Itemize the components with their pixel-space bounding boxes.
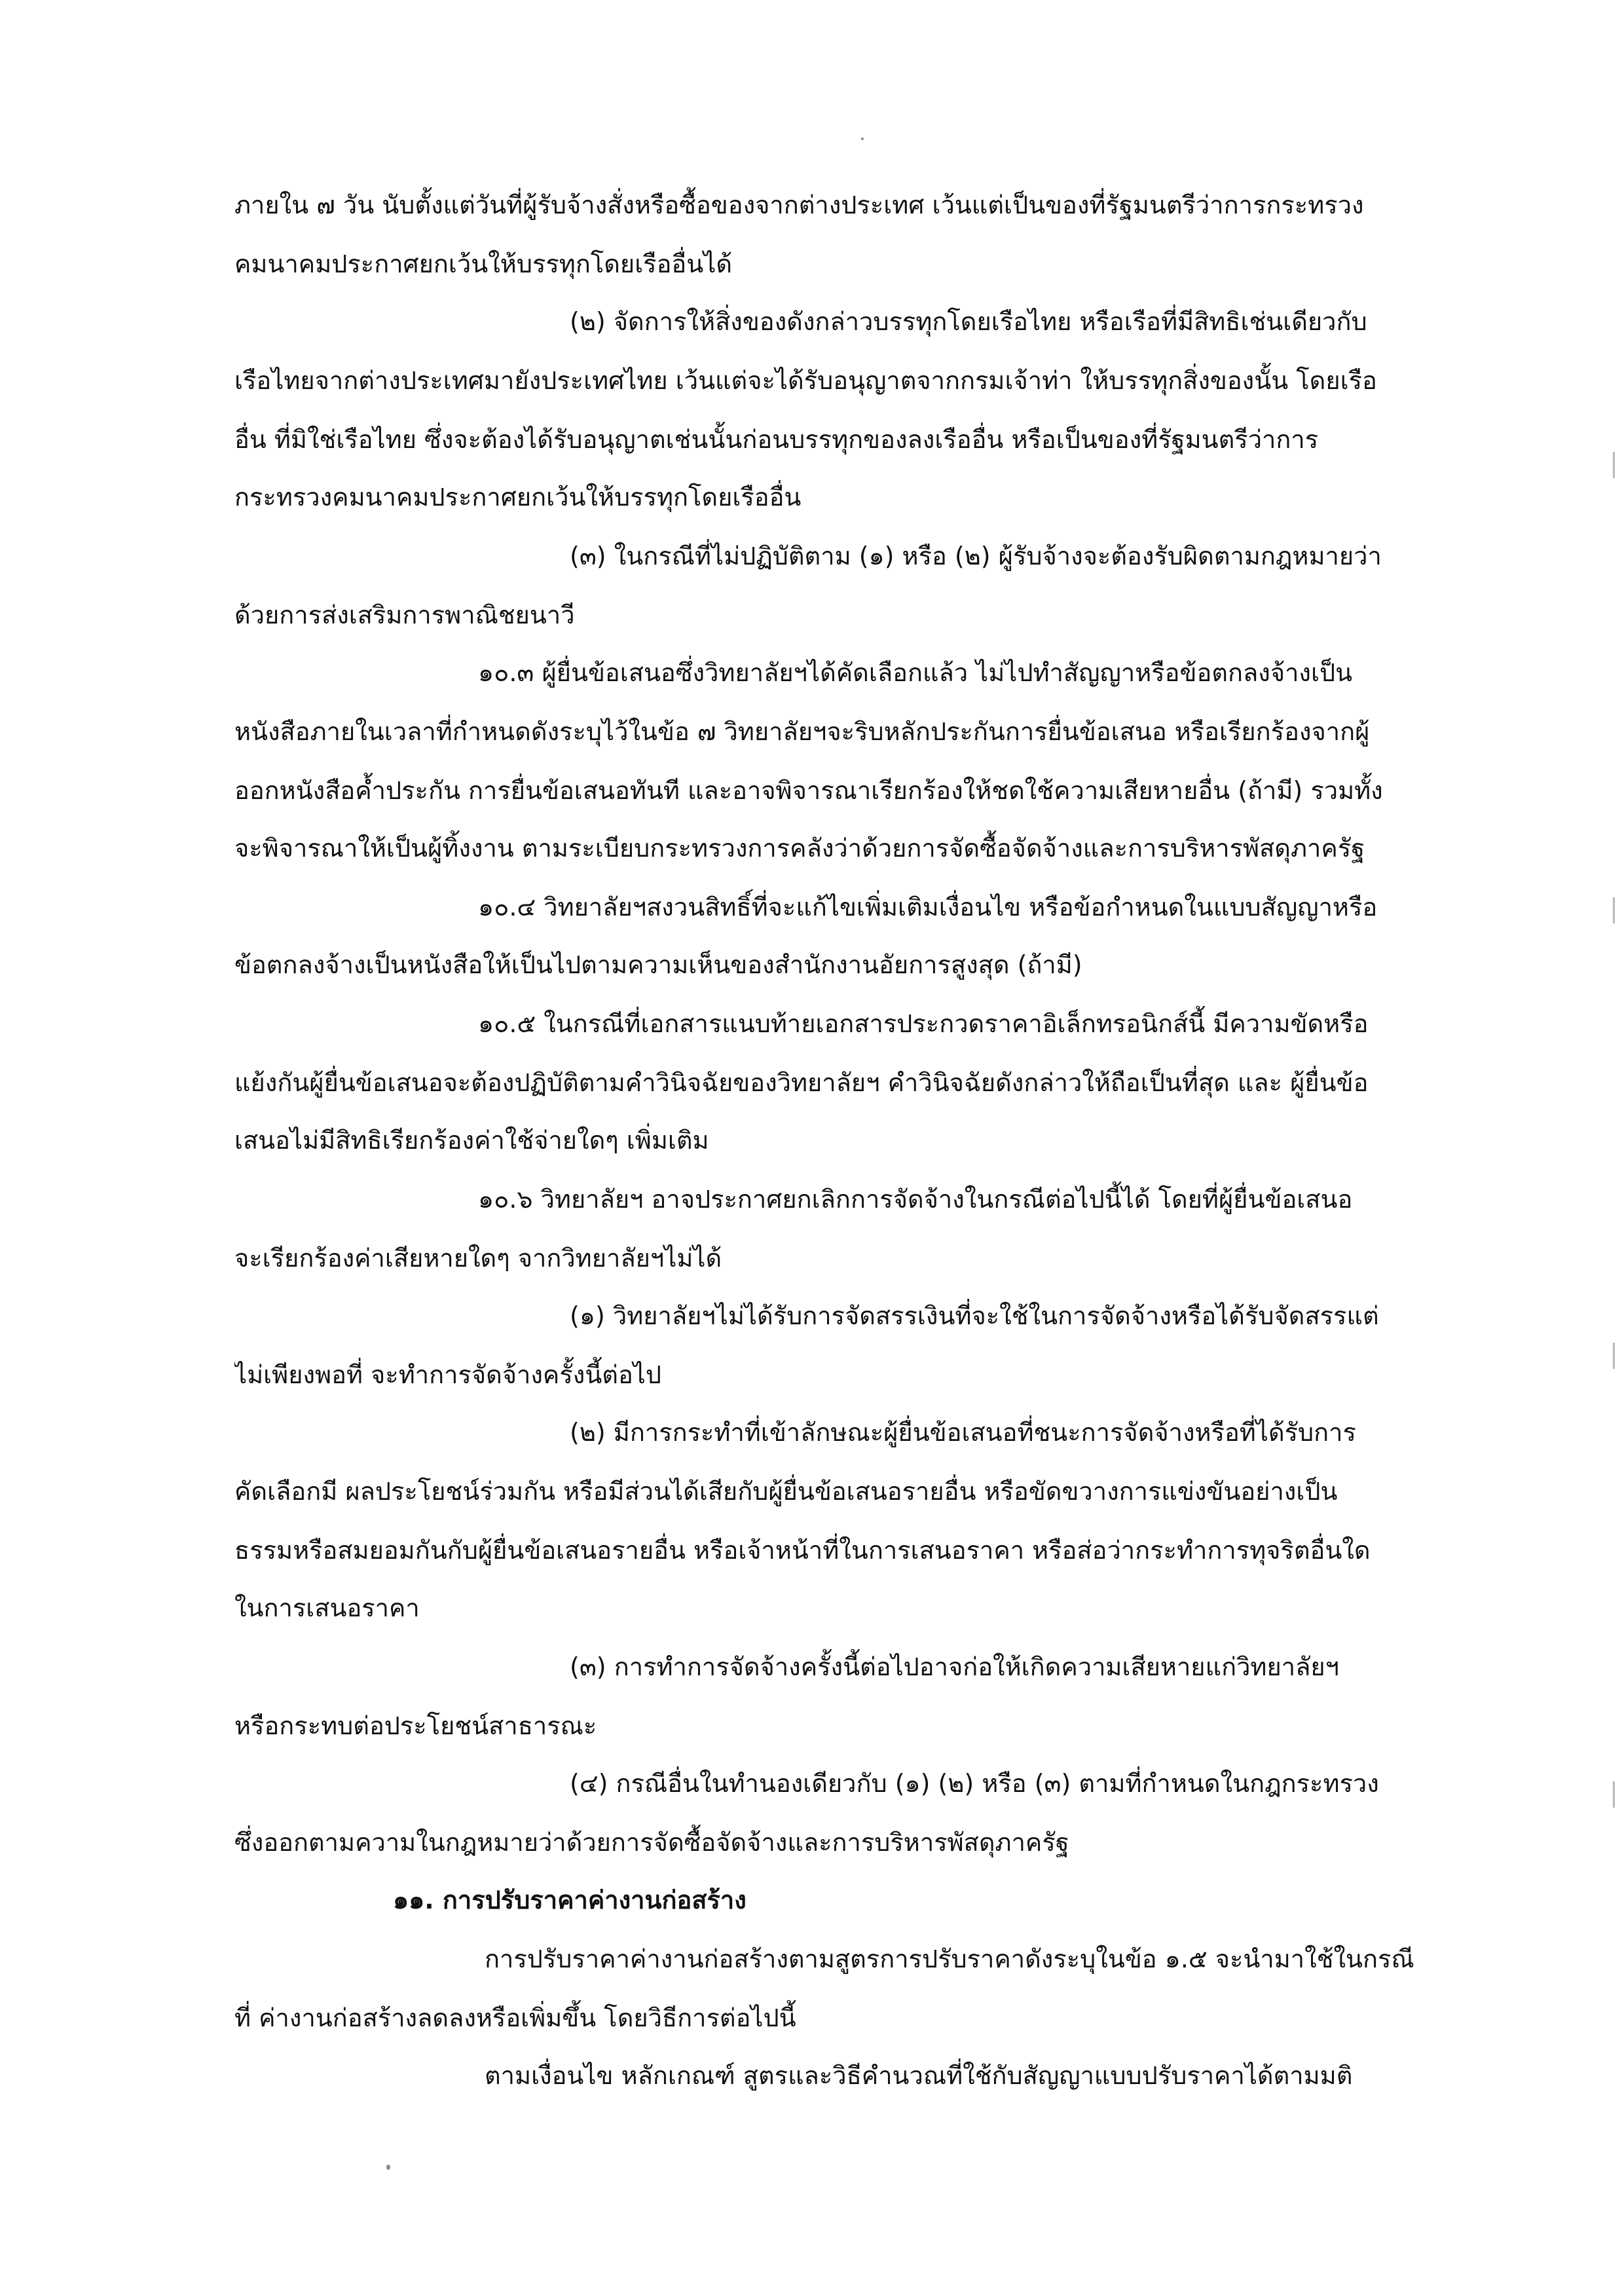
text-line: แย้งกันผู้ยื่นข้อเสนอจะต้องปฏิบัติตามคำวินิจฉัยของวิทยาลัยฯ คำวินิจฉัยดังกล่าวให้ถือเป็นที่สุด และ ผู้ยื่นข้อ xyxy=(234,1068,1369,1097)
text-line: ไม่เพียงพอที่ จะทำการจัดจ้างครั้งนี้ต่อไป xyxy=(234,1360,662,1389)
text-line: ๑๐.๓ ผู้ยื่นข้อเสนอซึ่งวิทยาลัยฯได้คัดเลือกแล้ว ไม่ไปทำสัญญาหรือข้อตกลงจ้างเป็น xyxy=(478,658,1353,687)
text-line: จะพิจารณาให้เป็นผู้ทิ้งงาน ตามระเบียบกระทรวงการคลังว่าด้วยการจัดซื้อจัดจ้างและการบริหารพัสดุภาครัฐ xyxy=(234,834,1365,863)
text-line: (๑) วิทยาลัยฯไม่ได้รับการจัดสรรเงินที่จะใช้ในการจัดจ้างหรือได้รับจัดสรรแต่ xyxy=(570,1301,1379,1330)
text-line: จะเรียกร้องค่าเสียหายใดๆ จากวิทยาลัยฯไม่ได้ xyxy=(234,1244,722,1273)
text-line: เรือไทยจากต่างประเทศมายังประเทศไทย เว้นแต่จะได้รับอนุญาตจากกรมเจ้าท่า ให้บรรทุกสิ่งของนั้น โดยเรือ xyxy=(234,366,1377,395)
text-line: ในการเสนอราคา xyxy=(234,1594,420,1622)
section-heading: ๑๑. การปรับราคาค่างานก่อสร้าง xyxy=(393,1886,747,1914)
text-line: เสนอไม่มีสิทธิเรียกร้องค่าใช้จ่ายใดๆ เพิ่มเติม xyxy=(234,1126,709,1155)
scan-edge-mark xyxy=(1613,897,1615,923)
scan-edge-mark xyxy=(1613,1343,1615,1369)
text-line: ๑๐.๕ ในกรณีที่เอกสารแนบท้ายเอกสารประกวดราคาอิเล็กทรอนิกส์นี้ มีความขัดหรือ xyxy=(478,1009,1369,1038)
text-line: (๓) ในกรณีที่ไม่ปฏิบัติตาม (๑) หรือ (๒) ผู้รับจ้างจะต้องรับผิดตามกฎหมายว่า xyxy=(570,542,1382,570)
text-line: ตามเงื่อนไข หลักเกณฑ์ สูตรและวิธีคำนวณที่ใช้กับสัญญาแบบปรับราคาได้ตามมติ xyxy=(485,2061,1353,2090)
scan-speck xyxy=(386,2165,390,2170)
text-line: ออกหนังสือค้ำประกัน การยื่นข้อเสนอทันที และอาจพิจารณาเรียกร้องให้ชดใช้ความเสียหายอื่น (ถ้ามี) รวมทั้ง xyxy=(234,776,1383,805)
text-line: คมนาคมประกาศยกเว้นให้บรรทุกโดยเรืออื่นได้ xyxy=(234,250,732,278)
text-line: (๔) กรณีอื่นในทำนองเดียวกับ (๑) (๒) หรือ (๓) ตามที่กำหนดในกฎกระทรวง xyxy=(570,1769,1379,1798)
text-line: ภายใน ๗ วัน นับตั้งแต่วันที่ผู้รับจ้างสั่งหรือซื้อของจากต่างประเทศ เว้นแต่เป็นของที่รัฐมนตรีว่าการกระทรวง xyxy=(234,191,1364,219)
text-line: อื่น ที่มิใช่เรือไทย ซึ่งจะต้องได้รับอนุญาตเช่นนั้นก่อนบรรทุกของลงเรืออื่น หรือเป็นของที่รัฐมนตรีว่าการ xyxy=(234,425,1319,454)
text-line: (๓) การทำการจัดจ้างครั้งนี้ต่อไปอาจก่อให้เกิดความเสียหายแก่วิทยาลัยฯ xyxy=(570,1652,1339,1681)
text-line: หรือกระทบต่อประโยชน์สาธารณะ xyxy=(234,1711,597,1740)
text-line: ๑๐.๔ วิทยาลัยฯสงวนสิทธิ์ที่จะแก้ไขเพิ่มเติมเงื่อนไข หรือข้อกำหนดในแบบสัญญาหรือ xyxy=(478,893,1378,922)
scan-edge-mark xyxy=(1613,452,1615,478)
text-line: หนังสือภายในเวลาที่กำหนดดังระบุไว้ในข้อ ๗ วิทยาลัยฯจะริบหลักประกันการยื่นข้อเสนอ หรือเรียกร้องจากผู้ xyxy=(234,717,1370,746)
text-line: กระทรวงคมนาคมประกาศยกเว้นให้บรรทุกโดยเรืออื่น xyxy=(234,483,802,512)
text-line: ด้วยการส่งเสริมการพาณิชยนาวี xyxy=(234,601,575,629)
text-line: ธรรมหรือสมยอมกันกับผู้ยื่นข้อเสนอรายอื่น หรือเจ้าหน้าที่ในการเสนอราคา หรือส่อว่ากระทำการทุจริตอื่นใด xyxy=(234,1536,1371,1565)
text-line: (๒) มีการกระทำที่เข้าลักษณะผู้ยื่นข้อเสนอที่ชนะการจัดจ้างหรือที่ได้รับการ xyxy=(570,1418,1356,1447)
text-line: (๒) จัดการให้สิ่งของดังกล่าวบรรทุกโดยเรือไทย หรือเรือที่มีสิทธิเช่นเดียวกับ xyxy=(570,307,1367,336)
text-line: การปรับราคาค่างานก่อสร้างตามสูตรการปรับราคาดังระบุในข้อ ๑.๕ จะนำมาใช้ในกรณี xyxy=(485,1945,1414,1973)
text-line: ซึ่งออกตามความในกฎหมายว่าด้วยการจัดซื้อจัดจ้างและการบริหารพัสดุภาครัฐ xyxy=(234,1828,1069,1857)
text-line: ๑๐.๖ วิทยาลัยฯ อาจประกาศยกเลิกการจัดจ้างในกรณีต่อไปนี้ได้ โดยที่ผู้ยื่นข้อเสนอ xyxy=(478,1185,1353,1214)
scan-edge-mark xyxy=(1613,1781,1615,1808)
text-line: คัดเลือกมี ผลประโยชน์ร่วมกัน หรือมีส่วนได้เสียกับผู้ยื่นข้อเสนอรายอื่น หรือขัดขวางการแข่งขันอย่างเป็น xyxy=(234,1477,1338,1506)
text-line: ข้อตกลงจ้างเป็นหนังสือให้เป็นไปตามความเห็นของสำนักงานอัยการสูงสุด (ถ้ามี) xyxy=(234,950,1082,979)
text-line: ที่ ค่างานก่อสร้างลดลงหรือเพิ่มขึ้น โดยวิธีการต่อไปนี้ xyxy=(234,2004,796,2032)
scan-speck xyxy=(861,138,864,140)
